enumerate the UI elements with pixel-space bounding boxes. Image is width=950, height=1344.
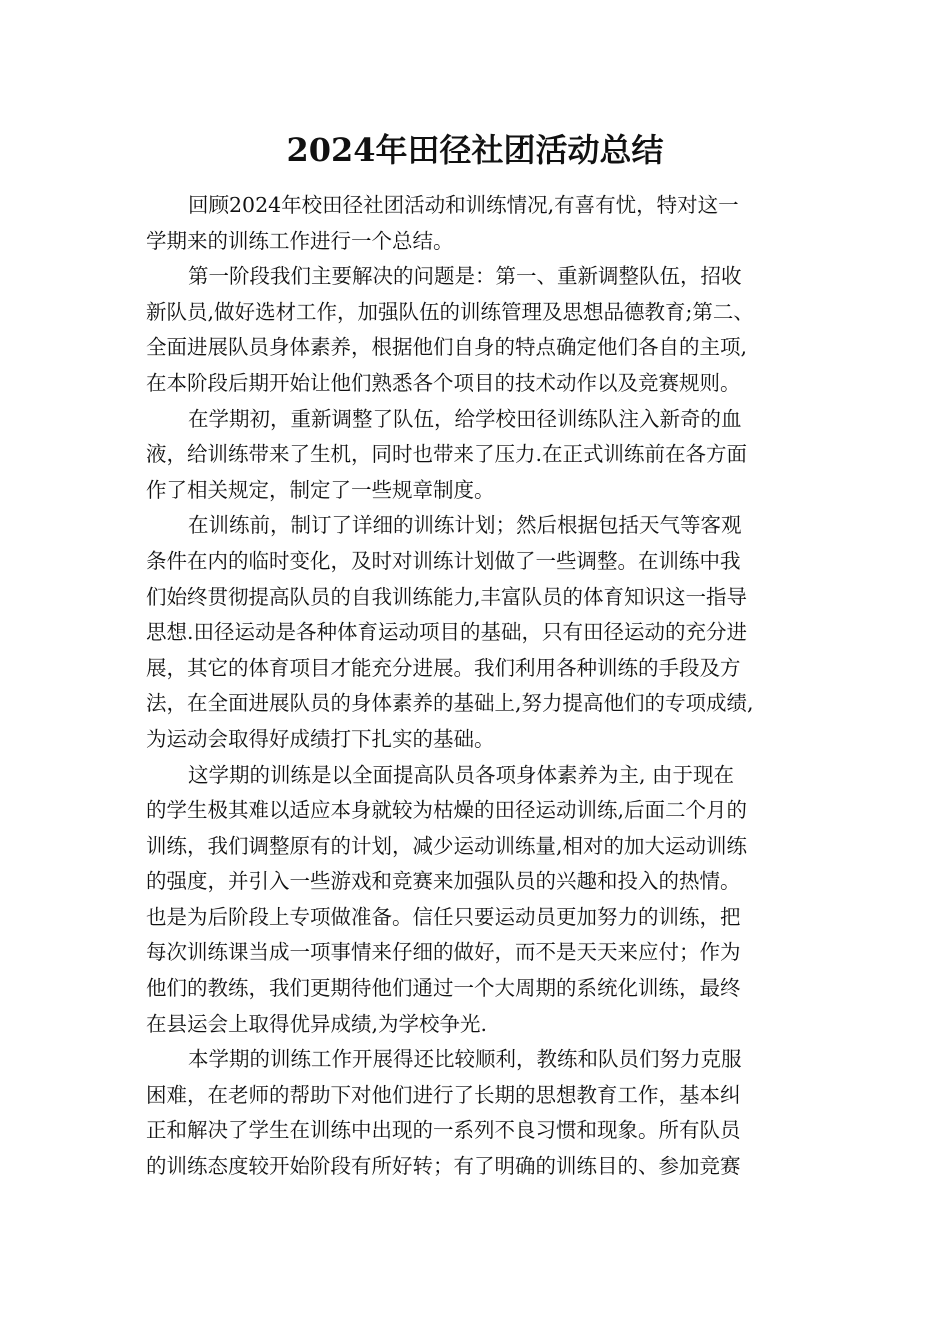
paragraph-line: 法，在全面进展队员的身体素养的基础上,努力提高他们的专项成绩, [146,691,754,716]
document-body [146,188,814,1185]
paragraph-line: 条件在内的临时变化，及时对训练计划做了一些调整。在训练中我 [146,548,741,573]
paragraph-first-line: 第一阶段我们主要解决的问题是：第一、重新调整队伍，招收 [188,264,742,289]
document-title: 2024年田径社团活动总结 [286,131,664,169]
paragraph-line: 困难，在老师的帮助下对他们进行了长期的思想教育工作，基本纠 [146,1082,741,1107]
paragraph-line: 也是为后阶段上专项做准备。信任只要运动员更加努力的训练，把 [146,904,741,929]
paragraph-first-line: 回顾2024年校田径社团活动和训练情况,有喜有忧，特对这一 [188,193,739,217]
paragraph-line: 们始终贯彻提高队员的自我训练能力,丰富队员的体育知识这一指导 [146,584,748,609]
paragraph-first-line: 在训练前，制订了详细的训练计划；然后根据包括天气等客观 [188,513,742,538]
paragraph-line: 思想.田径运动是各种体育运动项目的基础，只有田径运动的充分进 [146,620,748,645]
paragraph-line: 全面进展队员身体素养，根据他们自身的特点确定他们各自的主项, [146,335,748,360]
paragraph-line: 展，其它的体育项目才能充分进展。我们利用各种训练的手段及方 [146,655,741,680]
paragraph-line: 每次训练课当成一项事情来仔细的做好，而不是天天来应付；作为 [146,940,741,965]
paragraph-line: 的强度，并引入一些游戏和竞赛来加强队员的兴趣和投入的热情。 [146,869,741,894]
paragraph-line: 的学生极其难以适应本身就较为枯燥的田径运动训练,后面二个月的 [146,798,748,823]
paragraph-line: 作了相关规定，制定了一些规章制度。 [146,477,495,502]
paragraph-line: 在县运会上取得优异成绩,为学校争光. [146,1011,488,1036]
paragraph-line: 学期来的训练工作进行一个总结。 [146,228,454,253]
paragraph-line: 正和解决了学生在训练中出现的一系列不良习惯和现象。所有队员 [146,1118,741,1143]
paragraph-first-line: 在学期初，重新调整了队伍，给学校田径训练队注入新奇的血 [188,406,742,431]
paragraph-line: 训练，我们调整原有的计划，减少运动训练量,相对的加大运动训练 [146,833,748,858]
paragraph-line: 他们的教练，我们更期待他们通过一个大周期的系统化训练，最终 [146,976,741,1001]
paragraph-line: 液，给训练带来了生机，同时也带来了压力.在正式训练前在各方面 [146,442,748,467]
paragraph-first-line: 这学期的训练是以全面提高队员各项身体素养为主, 由于现在 [188,762,735,787]
paragraph-line: 为运动会取得好成绩打下扎实的基础。 [146,726,495,751]
paragraph-line: 的训练态度较开始阶段有所好转；有了明确的训练目的、参加竞赛 [146,1154,741,1179]
paragraph-line: 在本阶段后期开始让他们熟悉各个项目的技术动作以及竞赛规则。 [146,370,741,395]
paragraph-first-line: 本学期的训练工作开展得还比较顺利，教练和队员们努力克服 [188,1047,742,1072]
paragraph-line: 新队员,做好选材工作，加强队伍的训练管理及思想品德教育;第二、 [146,299,754,324]
